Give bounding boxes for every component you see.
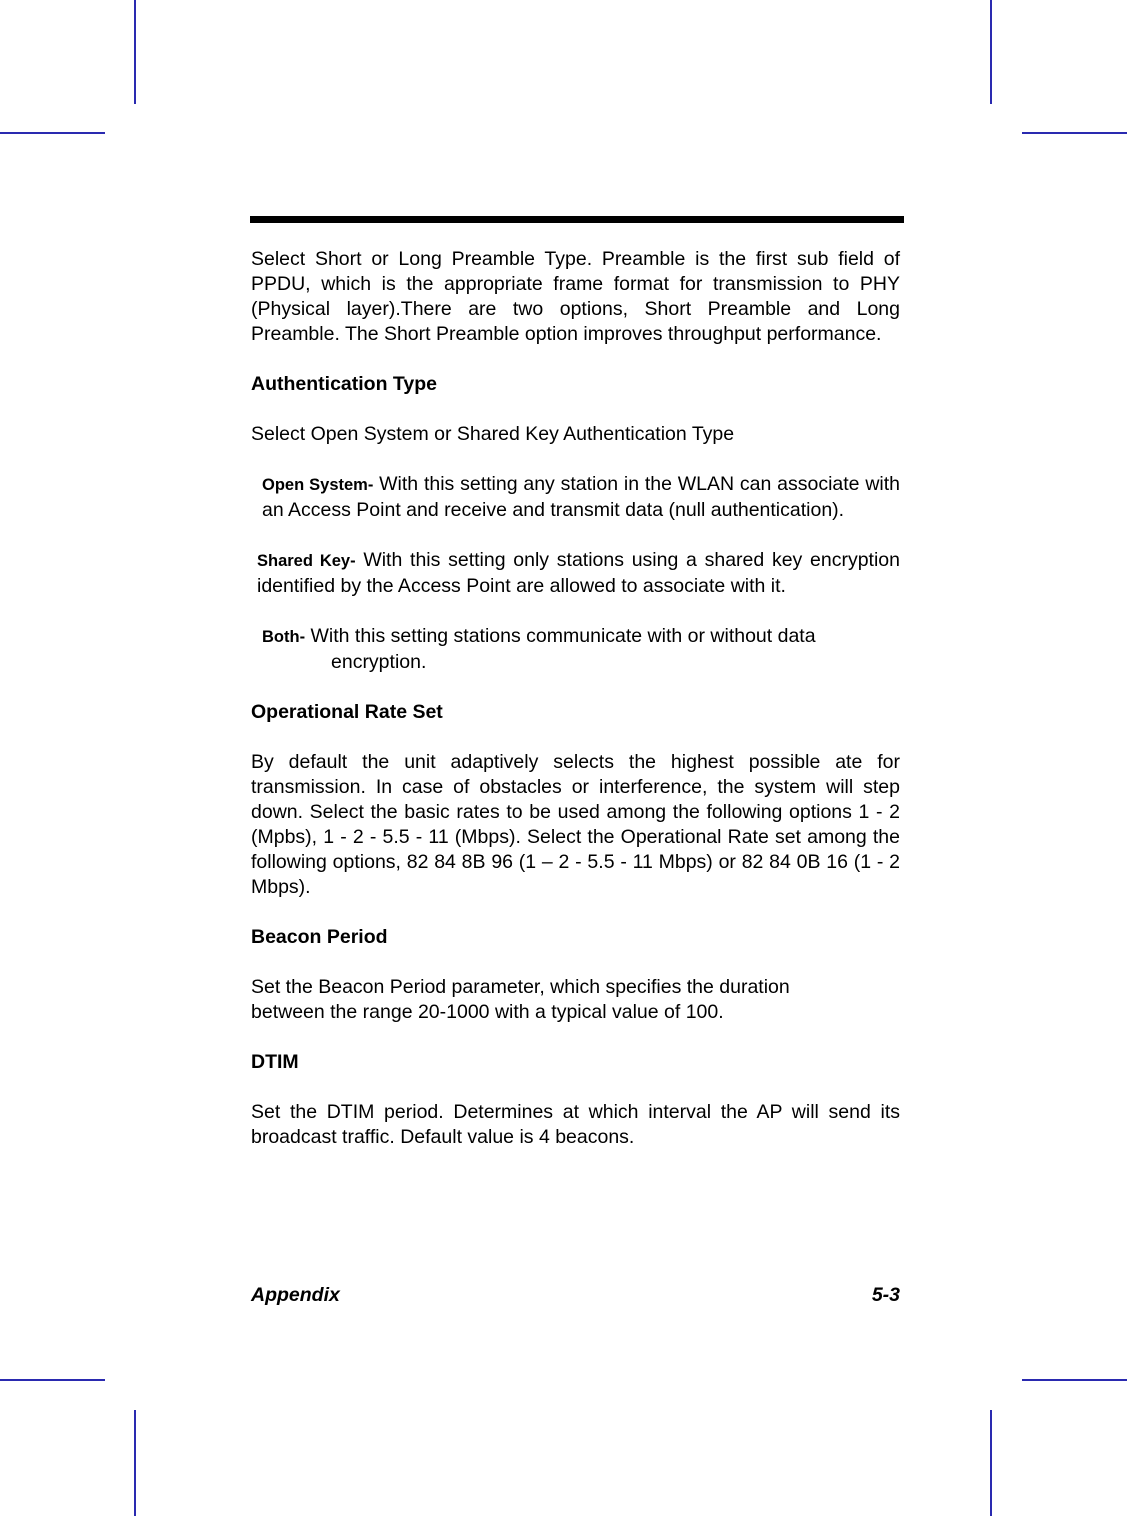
crop-mark: [1022, 132, 1127, 134]
open-system-paragraph: [251, 472, 900, 523]
shared-key-paragraph: [251, 548, 900, 599]
dtim-heading: DTIM: [251, 1051, 299, 1073]
crop-mark: [0, 1379, 105, 1381]
authentication-description: Select Open System or Shared Key Authentication Type: [251, 423, 735, 445]
open-system-text: With this setting any station in the WLAN can associate with an Access Point and receive and transmit data (null authentication).: [262, 473, 901, 521]
crop-mark: [0, 132, 105, 134]
shared-key-text: With this setting only stations using a shared key encryption identified by the Access Point are allowed to associate with it.: [257, 549, 900, 597]
operational-rate-paragraph: By default the unit adaptively selects the highest possible ate for transmission. In case of obstacles or interference, the system will step down. Select the basic rates to be used among the following options 1 - 2 (Mpbs), 1 - 2 - 5.5 - 11 (Mbps). Select the Operational Rate set among the following options, 82 84 8B 96 (1 – 2 - 5.5 - 11 Mbps) or 82 84 0B 16 (1 - 2 Mbps).: [251, 751, 900, 898]
authentication-heading: Authentication Type: [251, 373, 437, 395]
beacon-period-paragraph: Set the Beacon Period parameter, which specifies the duration between the range 20-1000 with a typical value of 100.: [251, 976, 790, 1023]
preamble-paragraph: Select Short or Long Preamble Type. Preamble is the first sub field of PPDU, which is the appropriate frame format for transmission to PHY (Physical layer).There are two options, Short Preamble and Long Preamble. The Short Preamble option improves throughput performance.: [251, 248, 900, 345]
shared-key-term: Shared Key-: [257, 552, 356, 570]
page-body: [251, 247, 900, 1175]
open-system-term: Open System-: [262, 476, 374, 494]
crop-mark: [990, 1410, 992, 1516]
both-paragraph: [251, 624, 900, 675]
crop-mark: [134, 0, 136, 104]
crop-mark: [990, 0, 992, 104]
beacon-period-heading: Beacon Period: [251, 926, 388, 948]
crop-mark: [1022, 1379, 1127, 1381]
operational-rate-heading: Operational Rate Set: [251, 701, 443, 723]
footer-page-number: 5-3: [871, 1284, 900, 1306]
both-term: Both-: [262, 628, 306, 646]
header-rule: [250, 216, 904, 223]
footer-section: Appendix: [251, 1284, 340, 1306]
crop-mark: [134, 1410, 136, 1516]
dtim-paragraph: Set the DTIM period. Determines at which interval the AP will send its broadcast traffic. Default value is 4 beacons.: [251, 1101, 900, 1148]
both-text: With this setting stations communicate with or without data encryption.: [305, 625, 816, 673]
